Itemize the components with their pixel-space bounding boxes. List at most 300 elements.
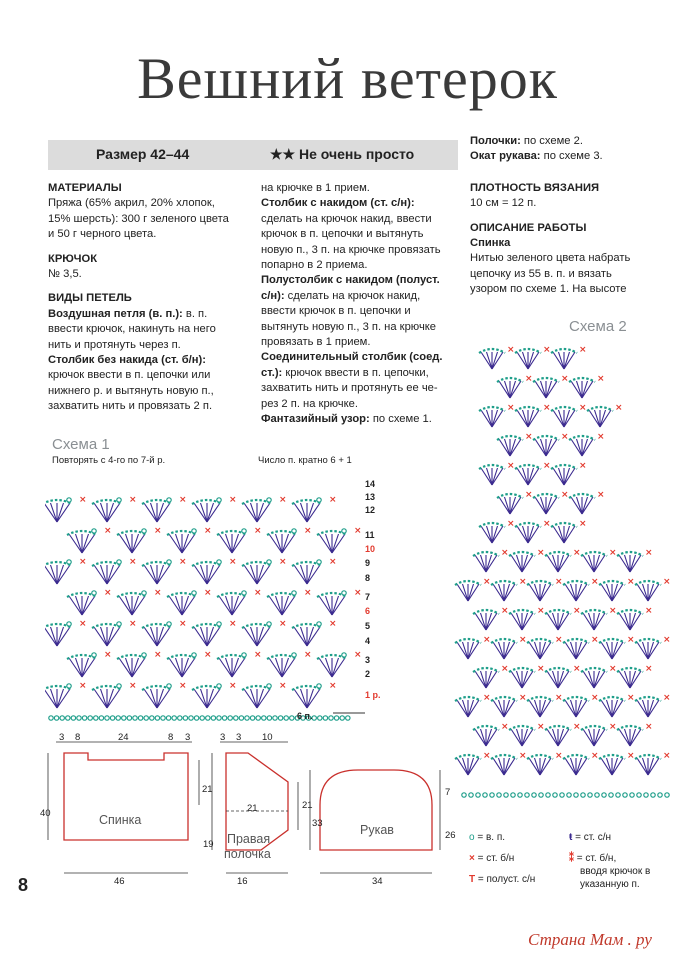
stitch-dc-mark <box>101 503 108 522</box>
stitch-sc-mark: × <box>154 650 162 660</box>
stitch-dc-mark <box>282 658 289 677</box>
stitch-chain-mark <box>623 793 627 797</box>
stitch-dc-mark <box>535 642 541 659</box>
sleeve-cap-label: Окат рукава: <box>470 150 541 163</box>
stitch-sc-mark: × <box>507 519 515 529</box>
row-label-3: 3 <box>365 655 371 665</box>
stitch-dc-mark <box>169 658 182 677</box>
stitch-sc-mark: × <box>663 693 671 703</box>
stitch-dc-mark <box>511 671 522 688</box>
stitch-hdc-line-1: ввести крючок в п. цепочки и <box>261 305 411 318</box>
stitch-dc-mark <box>232 658 245 677</box>
stitch-chain-mark <box>630 793 634 797</box>
stitch-dc-mark <box>583 671 594 688</box>
stitch-chain-mark <box>602 793 606 797</box>
stitch-sc-mark: × <box>229 495 237 505</box>
stitch-dc-mark <box>475 671 486 688</box>
stitch-dc-mark <box>612 584 623 601</box>
stitch-dc-mark <box>558 613 564 630</box>
stitch-chain-mark <box>88 716 92 720</box>
stitch-dc-mark <box>301 565 308 584</box>
stitch-dc-mark <box>69 534 82 553</box>
stitch-sc-mark: × <box>525 432 533 442</box>
stitch-chain-mark <box>122 716 126 720</box>
stitch-dc-mark <box>492 352 498 369</box>
stitch-dc-mark <box>601 700 612 717</box>
stitch-dc-mark <box>594 555 600 572</box>
stitch-dc-mark <box>244 627 257 646</box>
back-dim-top-1: 3 <box>59 732 65 743</box>
scheme2-title: Схема 2 <box>569 318 627 335</box>
stitch-dc-mark <box>157 503 164 522</box>
stitch-dc-mark <box>571 758 577 775</box>
stitch-dc-mark <box>648 700 654 717</box>
fancy-pattern-name: Фантазийный узор: <box>261 413 370 426</box>
stitch-dc-mark <box>326 596 333 615</box>
stitch-sc-mark: × <box>543 403 551 413</box>
stitch-sc-mark: × <box>507 403 515 413</box>
stitch-dc-mark <box>594 671 600 688</box>
stitch-dc-mark <box>207 503 214 522</box>
stitch-dc-mark <box>481 526 492 543</box>
stitch-dc-mark <box>126 596 133 615</box>
stitch-dc-mark <box>151 689 158 708</box>
stitch-dc-mark <box>558 729 569 746</box>
stitch-dc-mark <box>553 729 559 746</box>
stitch-dc-mark <box>307 627 320 646</box>
stitch-dc-mark <box>558 613 569 630</box>
stitch-sc-mark: × <box>645 548 653 558</box>
stitch-chain-mark <box>290 716 294 720</box>
stitch-dc-mark <box>307 689 314 708</box>
stitch-dc-mark <box>276 596 283 615</box>
stitch-dc-mark <box>510 439 521 456</box>
stitch-sc-mark: × <box>483 577 491 587</box>
stitch-chain-mark <box>138 716 142 720</box>
stitch-dc-mark <box>630 555 641 572</box>
stitch-chain-mark <box>116 716 120 720</box>
stitch-chain-mark <box>525 793 529 797</box>
stitch-chain-mark <box>588 793 592 797</box>
stitch-sc-mark: × <box>304 526 312 536</box>
stitch-dc-mark <box>207 503 220 522</box>
stitch-chain-mark <box>200 716 204 720</box>
stitch-sc-mark: × <box>537 548 545 558</box>
stitch-dc-mark <box>648 758 654 775</box>
stitch-sc-mark: × <box>79 681 87 691</box>
stitch-dc-mark <box>535 439 546 456</box>
stitch-dc-mark <box>486 555 492 572</box>
stitch-chain-mark <box>66 716 70 720</box>
row-label-7: 7 <box>365 592 371 602</box>
stitch-dc-mark <box>582 439 588 456</box>
stitch-dc-mark <box>487 526 493 543</box>
stitch-chain-mark <box>476 793 480 797</box>
stitch-sc-mark: × <box>354 650 362 660</box>
stitch-chain-mark <box>278 716 282 720</box>
stitch-dc-mark <box>57 627 70 646</box>
row-label-6: 6 <box>365 606 371 616</box>
stitch-dc-mark <box>294 503 307 522</box>
stitch-chain-mark <box>183 716 187 720</box>
stitch-sc-mark: × <box>254 526 262 536</box>
gauge-value: 10 см = 12 п. <box>470 197 537 210</box>
stitch-dc-mark <box>619 555 630 572</box>
stitch-dc-mark <box>540 584 551 601</box>
scheme1-repeat-note: Повторять с 4-го по 7-й р. <box>52 455 166 466</box>
stitch-dc-mark <box>82 534 95 553</box>
stitch-sc-mark: × <box>561 374 569 384</box>
row-label-5: 5 <box>365 621 371 631</box>
stitch-dc-mark <box>251 503 258 522</box>
stitch-dc-mark <box>528 468 534 485</box>
stitch-dc-mark <box>564 526 570 543</box>
stitch-dc-mark <box>269 596 282 615</box>
stitch-dc-mark <box>82 596 89 615</box>
stitch-dc-mark <box>504 758 515 775</box>
stitch-dc-mark <box>182 534 195 553</box>
back-dim-bottom: 46 <box>114 876 125 887</box>
stitch-dc-mark <box>257 627 270 646</box>
fronts-value: по схеме 2. <box>520 135 583 147</box>
stitch-hdc-line-3: провязать в 1 прием. <box>261 336 371 349</box>
stitch-dc-mark <box>571 439 582 456</box>
stitch-sc-mark: × <box>525 490 533 500</box>
stitch-dc-mark <box>157 689 164 708</box>
stitch-dc-mark <box>157 689 170 708</box>
stitch-dc-mark <box>57 565 70 584</box>
stitch-dc-mark <box>468 642 474 659</box>
stitch-dc-mark <box>332 658 345 677</box>
stitch-dc-mark <box>282 534 289 553</box>
stitch-sc-mark: × <box>573 722 581 732</box>
scheme1-multiple-note: Число п. кратно 6 + 1 <box>258 455 352 466</box>
stitch-dc-mark <box>219 596 232 615</box>
stitch-sc-mark: × <box>663 751 671 761</box>
stitch-chain-mark <box>312 716 316 720</box>
stitch-dc-mark <box>219 534 232 553</box>
stitch-sc-mark: × <box>519 693 527 703</box>
stitch-dc-mark <box>307 689 320 708</box>
stitch-dc-mark <box>637 700 648 717</box>
stitch-dc-mark <box>565 584 576 601</box>
stitch-dc-mark <box>540 642 546 659</box>
stitch-dc-mark <box>119 658 132 677</box>
stitch-dc-mark <box>643 700 649 717</box>
stitch-dc-mark <box>332 534 345 553</box>
stitch-sc-mark: × <box>537 664 545 674</box>
stitch-slst-name: Соединительный столбик (соед. <box>261 351 443 364</box>
stitch-dc-mark <box>107 565 114 584</box>
stitch-chain-mark <box>262 716 266 720</box>
stitch-dc-mark <box>307 627 314 646</box>
stitch-dc-mark <box>612 642 618 659</box>
stitch-slst-name-2: ст.): <box>261 366 283 379</box>
stitch-dc-mark <box>232 596 239 615</box>
stitch-dc-mark <box>332 596 339 615</box>
stitch-dc-mark <box>625 671 631 688</box>
stitch-dc-mark <box>294 627 307 646</box>
stitch-dc-mark <box>594 555 605 572</box>
stitch-dc-mark <box>576 642 587 659</box>
stitch-dc-mark <box>294 565 307 584</box>
stitch-dc-mark <box>57 689 64 708</box>
stitch-dc-mark <box>577 381 583 398</box>
stitch-dc-mark <box>276 658 283 677</box>
stitch-dc-mark <box>523 526 529 543</box>
stitch-dc-mark <box>594 613 605 630</box>
stitch-dc-mark <box>517 613 523 630</box>
sc-into-stitch-icon: ⁑ <box>569 853 574 864</box>
stitch-dc-mark <box>625 555 631 572</box>
stitch-dc-mark <box>69 658 82 677</box>
stitch-sc-mark: × <box>483 693 491 703</box>
stitch-sc-mark: × <box>79 495 87 505</box>
stitch-dc-mark <box>619 613 630 630</box>
dc-symbol-icon: ŧ <box>569 832 573 843</box>
materials-heading: МАТЕРИАЛЫ <box>48 182 122 194</box>
stitch-dc-mark <box>119 596 132 615</box>
front-dim-top-3: 10 <box>262 732 273 743</box>
stitch-dc-mark <box>504 584 510 601</box>
stitch-dc-mark <box>226 534 233 553</box>
stitch-hdc-line-2: вытянуть новую п., 3 п. на крючке <box>261 320 437 333</box>
stitch-chain-mark <box>574 793 578 797</box>
stitch-dc-mark <box>612 758 618 775</box>
stitch-dc-mark <box>546 439 552 456</box>
stitch-dc-mark <box>499 497 510 514</box>
stitch-dc-mark <box>564 410 570 427</box>
stitch-dc-mark <box>257 689 270 708</box>
stitch-dc-mark <box>517 729 523 746</box>
stitch-chain-mark <box>194 716 198 720</box>
stitch-dc-mark <box>517 555 523 572</box>
stitch-dc-mark <box>282 658 295 677</box>
stitch-dc-mark <box>511 613 522 630</box>
stitch-dc-mark <box>504 758 510 775</box>
stitch-dc-mark <box>540 758 546 775</box>
materials-line-1: Пряжа (65% акрил, 20% хлопок, <box>48 197 215 210</box>
stitch-chain-mark <box>560 793 564 797</box>
stitch-sc-mark: × <box>204 650 212 660</box>
stitch-dc-mark <box>630 729 641 746</box>
stitch-dc-mark <box>637 642 648 659</box>
stitch-sc-mark: × <box>507 345 515 355</box>
stitch-dc-mark <box>82 658 89 677</box>
stitch-dc-mark <box>594 729 600 746</box>
stitch-dc-mark <box>505 381 511 398</box>
stitch-dc-mark <box>269 658 282 677</box>
stitch-dc-mark <box>540 700 551 717</box>
stitch-dc-mark <box>294 689 307 708</box>
stitch-chain-mark <box>329 716 333 720</box>
stitch-dc-mark <box>269 534 282 553</box>
stitch-dc-mark <box>558 555 564 572</box>
stitch-dc-mark <box>535 700 541 717</box>
stitch-chain-mark <box>651 793 655 797</box>
stitch-dc-mark <box>282 534 295 553</box>
stitch-dc-mark <box>219 658 232 677</box>
stitch-dc-mark <box>576 642 582 659</box>
stitch-sc-mark: × <box>663 577 671 587</box>
stitch-sc-mark: × <box>519 635 527 645</box>
stitch-dc-mark <box>144 565 157 584</box>
stitch-sc-mark: × <box>543 461 551 471</box>
stitch-dc-mark <box>486 671 492 688</box>
stitch-chain-line-1: ввести крючок, накинуть на него <box>48 323 216 336</box>
stitch-dc-mark <box>529 758 540 775</box>
stitch-chain-mark <box>239 716 243 720</box>
stitch-dc-mark <box>565 700 576 717</box>
stitch-chain-mark <box>217 716 221 720</box>
stitch-dc-mark <box>332 658 339 677</box>
stitch-chain-mark <box>234 716 238 720</box>
stitch-dc-mark <box>522 729 528 746</box>
stitch-dc-mark <box>546 497 552 514</box>
stitch-dc-mark <box>517 671 523 688</box>
legend-hdc-label: = полуст. с/н <box>477 874 536 885</box>
stitch-slst-tail: крючок ввести в п. цепочки, <box>282 366 429 379</box>
stitch-dc-mark <box>510 439 516 456</box>
stitch-chain-mark <box>553 793 557 797</box>
stitch-sc-mark: × <box>537 606 545 616</box>
stitch-dc-mark <box>559 468 565 485</box>
stitch-dc-mark <box>151 503 158 522</box>
description-heading: ОПИСАНИЕ РАБОТЫ <box>470 221 587 234</box>
stitch-dc-mark <box>51 565 58 584</box>
stitch-dc-mark <box>517 526 528 543</box>
stitch-dc-mark <box>486 613 492 630</box>
stitch-dc-mark <box>468 700 474 717</box>
stitch-sc-mark: × <box>609 664 617 674</box>
back-pattern-label: Спинка <box>99 813 142 827</box>
stitch-dc-mark <box>176 596 183 615</box>
stitch-sc-mark: × <box>179 495 187 505</box>
legend-chain <box>469 832 505 843</box>
stitch-sc-line-2: нижнего р. и вытянуть новую п., <box>48 384 214 397</box>
stitch-dc-mark <box>643 758 649 775</box>
front-dim-bottom: 16 <box>237 876 248 887</box>
legend-sc2-line-3: указанную п. <box>580 879 640 890</box>
stitch-sc-mark: × <box>179 557 187 567</box>
stitch-dc-mark <box>589 410 600 427</box>
stitch-dc-mark <box>257 689 264 708</box>
hook-value: № 3,5. <box>48 268 82 281</box>
stitch-dc-mark <box>94 689 107 708</box>
stitch-sc-name: Столбик без накида (ст. б/н): <box>48 354 206 367</box>
stitch-chain-mark <box>155 716 159 720</box>
stitch-sc-mark: × <box>609 722 617 732</box>
stitch-dc-mark <box>126 534 133 553</box>
stitch-dc-mark <box>528 526 534 543</box>
stitch-dc-mark <box>517 352 528 369</box>
stitch-sc-mark: × <box>609 548 617 558</box>
stitch-dc-line-3: новую п., 3 п. на крючке провязать <box>261 243 441 256</box>
stitch-dc-mark <box>132 534 145 553</box>
stitch-dc-mark <box>510 497 521 514</box>
stitch-dc-mark <box>69 596 82 615</box>
stitch-dc-mark <box>565 642 576 659</box>
legend-sc2-line-2: вводя крючок в <box>580 866 651 877</box>
stitch-dc-mark <box>547 555 558 572</box>
stitch-dc-mark <box>76 534 83 553</box>
stitch-chain-mark <box>581 793 585 797</box>
stitch-sc-mark: × <box>519 577 527 587</box>
row-label-12: 12 <box>365 505 376 515</box>
stitch-dc-mark <box>528 410 534 427</box>
stitch-dc-mark <box>132 534 139 553</box>
back-dim-height: 40 <box>40 808 51 819</box>
stitch-dc-mark <box>547 729 558 746</box>
stitch-sc-mark: × <box>591 751 599 761</box>
stitch-dc-mark <box>82 534 89 553</box>
stitch-sc-mark: × <box>354 526 362 536</box>
stitch-dc-mark <box>475 729 486 746</box>
stitch-dc-mark <box>492 410 503 427</box>
stitch-dc-mark <box>201 565 208 584</box>
back-dim-top-5: 3 <box>185 732 191 743</box>
stitch-sc-mark: × <box>501 722 509 732</box>
stitch-dc-mark <box>540 584 546 601</box>
stitch-sc-mark: × <box>597 432 605 442</box>
stitch-chain-mark <box>206 716 210 720</box>
stitch-dc-mark <box>630 671 641 688</box>
stitch-dc-mark <box>457 700 468 717</box>
stitch-dc-mark <box>510 497 516 514</box>
back-line-1: Нитью зеленого цвета набрать <box>470 252 631 265</box>
stitch-dc-mark <box>468 584 474 601</box>
legend-hdc <box>469 874 535 885</box>
stitch-chain-mark <box>340 716 344 720</box>
stitch-dc-mark <box>307 565 314 584</box>
stitch-dc-mark <box>522 555 533 572</box>
stitch-chain-mark <box>273 716 277 720</box>
row-label-2: 2 <box>365 669 371 679</box>
stitch-dc-mark <box>481 410 492 427</box>
stitch-dc-mark <box>564 410 575 427</box>
stitch-dc-mark <box>332 534 339 553</box>
stitch-dc-mark <box>57 627 64 646</box>
stitch-dc-mark <box>157 503 170 522</box>
stitch-sc-mark: × <box>525 374 533 384</box>
stitch-hdc-name: Полустолбик с накидом (полуст. <box>261 274 440 287</box>
stitch-dc-mark <box>523 410 529 427</box>
stitch-dc-mark <box>583 729 594 746</box>
stitch-dc-mark <box>232 534 239 553</box>
front-pattern-label-2: полочка <box>224 847 271 861</box>
stitch-chain-mark <box>127 716 131 720</box>
chain-symbol-icon: o <box>469 832 475 843</box>
legend-dc <box>569 832 611 843</box>
stitch-dc-mark <box>101 627 108 646</box>
stitch-dc-mark <box>607 758 613 775</box>
stitch-dc-mark <box>493 642 504 659</box>
stitch-dc-mark <box>94 503 107 522</box>
stitch-dc-mark <box>576 700 582 717</box>
stitch-sc-mark: × <box>573 664 581 674</box>
stitch-dc-mark <box>492 526 503 543</box>
stitch-dc-mark <box>194 503 207 522</box>
stitch-dc-mark <box>51 503 58 522</box>
stitch-sc-mark: × <box>229 619 237 629</box>
stitch-dc-mark <box>226 658 233 677</box>
stitch-dc-mark <box>244 503 257 522</box>
stitch-dc-mark <box>207 689 214 708</box>
stitch-sc-mark: × <box>627 693 635 703</box>
gauge-heading: ПЛОТНОСТЬ ВЯЗАНИЯ <box>470 181 600 194</box>
stitch-dc-mark <box>576 758 587 775</box>
stitch-sc-mark: × <box>229 557 237 567</box>
